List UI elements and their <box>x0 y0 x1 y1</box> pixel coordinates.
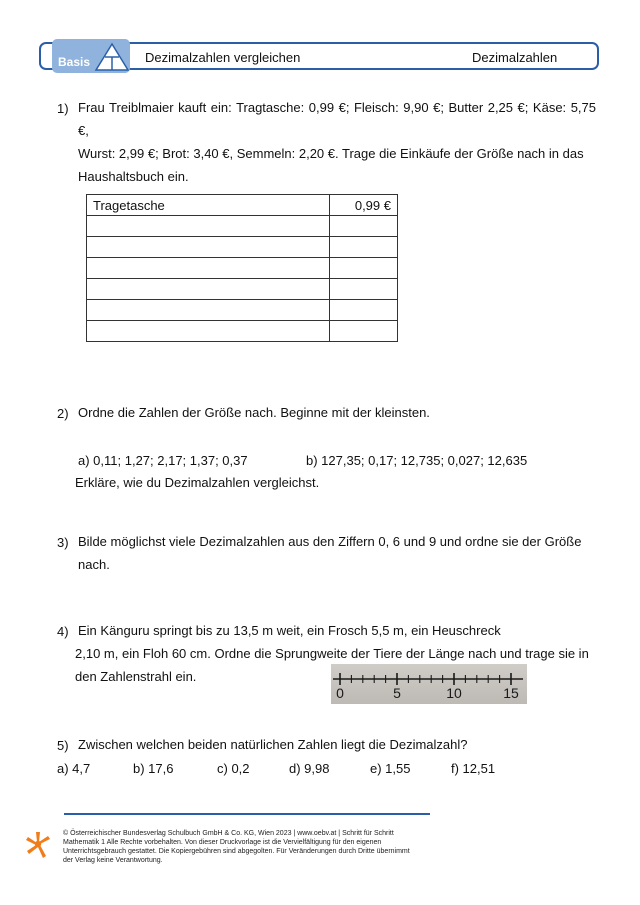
question-3-line: Bilde möglichst viele Dezimalzahlen aus den Ziffern 0, 6 und 9 und ordne sie der Größe <box>78 534 582 549</box>
number-line-label: 15 <box>503 685 519 701</box>
question-1-line: Frau Treiblmaier kauft ein: Tragtasche: 0,99 €; Fleisch: 9,90 €; Butter 2,25 €; Käse: 5,75 €, <box>78 100 596 138</box>
question-1-line: Haushaltsbuch ein. <box>78 169 189 184</box>
question-2-text: Ordne die Zahlen der Größe nach. Beginne mit der kleinsten. <box>78 405 430 420</box>
question-2-explain: Erkläre, wie du Dezimalzahlen vergleichst. <box>75 475 320 490</box>
number-line <box>331 664 527 704</box>
table-cell-item[interactable] <box>87 300 330 321</box>
table-cell-item[interactable] <box>87 321 330 342</box>
number-line-label: 0 <box>336 685 344 701</box>
footer-line-text: Mathematik 1 Alle Rechte vorbehalten. Von dieser Druckvorlage ist die Vervielfältigung für den eigenen <box>63 839 382 846</box>
oebv-star-icon <box>26 832 50 858</box>
table-cell-price[interactable] <box>330 321 398 342</box>
table-cell-price[interactable] <box>330 237 398 258</box>
logo-label: Basis <box>58 55 91 69</box>
table-cell-item[interactable] <box>87 216 330 237</box>
question-2-part-b: b) 127,35; 0,17; 12,735; 0,027; 12,635 <box>306 453 528 468</box>
page-topic: Dezimalzahlen <box>472 50 558 65</box>
table-row <box>87 195 398 216</box>
question-4-line-2: 2,10 m, ein Floh 60 cm. Ordne die Sprungweite der Tiere der Länge nach und trage sie in <box>75 646 589 661</box>
table-cell-price[interactable] <box>330 279 398 300</box>
question-4-number: 4) <box>57 624 69 639</box>
question-5-text: Zwischen welchen beiden natürlichen Zahlen liegt die Dezimalzahl? <box>78 737 468 752</box>
question-4-line-3: den Zahlenstrahl ein. <box>75 669 197 684</box>
table-cell-price[interactable] <box>330 300 398 321</box>
table-cell-price[interactable] <box>330 258 398 279</box>
table-row <box>87 258 398 279</box>
table-cell-item[interactable] <box>87 279 330 300</box>
table-row <box>87 216 398 237</box>
question-2-part-a: a) 0,11; 1,27; 2,17; 1,37; 0,37 <box>78 453 248 468</box>
question-5-item-d: d) 9,98 <box>289 761 330 776</box>
number-line-label: 5 <box>393 685 401 701</box>
question-5-item-c: c) 0,2 <box>217 761 250 776</box>
table-cell-price: 0,99 € <box>330 195 398 216</box>
question-5-item-b: b) 17,6 <box>133 761 174 776</box>
question-1-number: 1) <box>57 101 69 116</box>
question-5-item-e: e) 1,55 <box>370 761 411 776</box>
footer-line-text: Unterrichtsgebrauch gestattet. Die Kopiergebühren sind abgegolten. Für Veränderungen durch Dritte übernimmt <box>63 848 410 855</box>
table-row <box>87 300 398 321</box>
question-5-item-f: f) 12,51 <box>451 761 496 776</box>
household-book-table <box>86 194 398 342</box>
table-cell-price[interactable] <box>330 216 398 237</box>
number-line-label: 10 <box>446 685 462 701</box>
question-3-line: nach. <box>78 557 110 572</box>
table-cell-item[interactable] <box>87 237 330 258</box>
question-3-text <box>78 530 598 576</box>
number-line-image <box>331 664 527 704</box>
footer-line-text: © Österreichischer Bundesverlag Schulbuch GmbH & Co. KG, Wien 2023 | www.oebv.at | Schritt für Schritt <box>63 830 394 837</box>
question-3-number: 3) <box>57 535 69 550</box>
question-4-line-1: Ein Känguru springt bis zu 13,5 m weit, ein Frosch 5,5 m, ein Heuschreck <box>78 623 501 638</box>
table-row <box>87 321 398 342</box>
question-5-number: 5) <box>57 738 69 753</box>
table-row <box>87 237 398 258</box>
question-1-line: Wurst: 2,99 €; Brot: 3,40 €, Semmeln: 2,20 €. Trage die Einkäufe der Größe nach in das <box>78 146 584 161</box>
question-1-text <box>78 96 596 188</box>
table-cell-item[interactable] <box>87 258 330 279</box>
table-cell-item: Tragetasche <box>87 195 330 216</box>
footer-copyright <box>63 829 423 865</box>
footer-line-text: der Verlag keine Verantwortung. <box>63 857 163 864</box>
table-row <box>87 279 398 300</box>
footer-divider <box>64 813 430 815</box>
question-2-number: 2) <box>57 406 69 421</box>
pyramid-logo-icon <box>94 42 130 72</box>
question-5-item-a: a) 4,7 <box>57 761 91 776</box>
page-title: Dezimalzahlen vergleichen <box>145 50 301 65</box>
